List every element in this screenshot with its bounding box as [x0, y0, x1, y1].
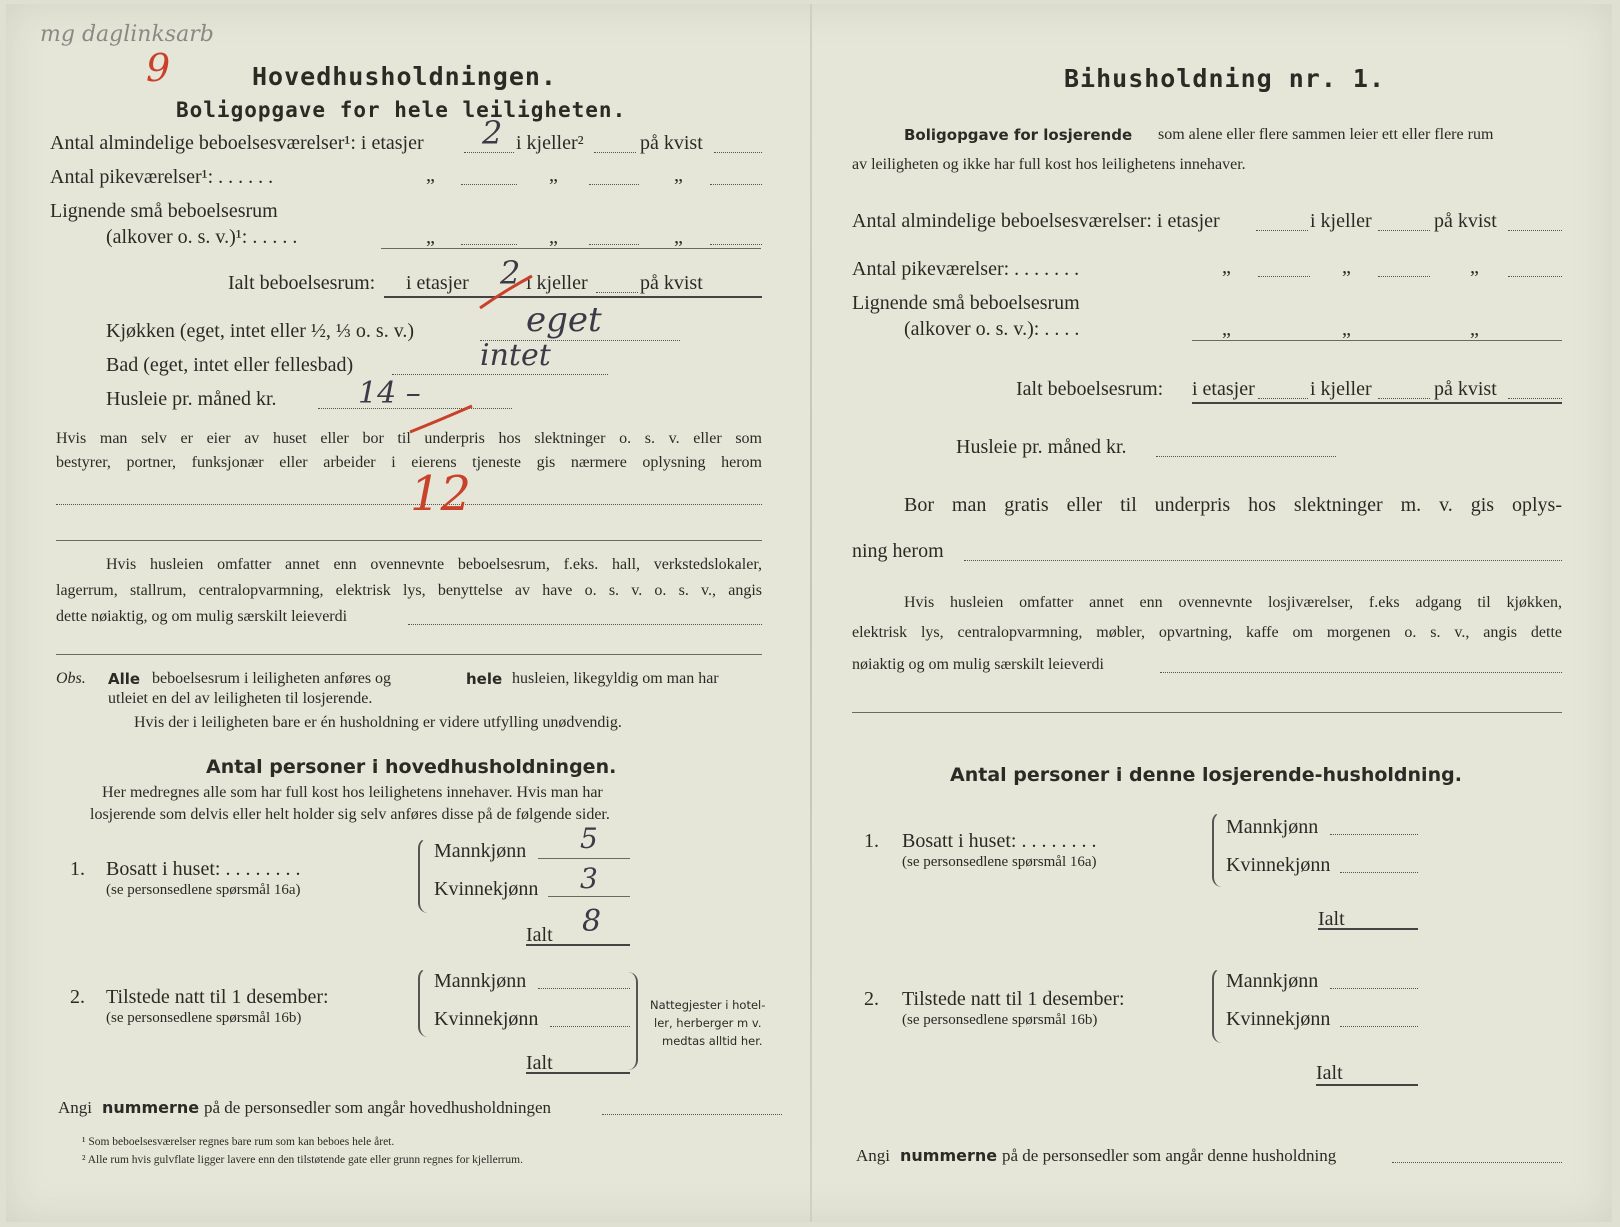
owner-note-line-2: bestyrer, portner, funksjonær eller arbeider i eierens tjeneste gis nærmere oplysning herom [56, 454, 762, 471]
night-guests-note-2: ler, herberger m v. [654, 1016, 762, 1030]
sub-field-free-rent[interactable] [964, 560, 1562, 561]
q1-male-label: Mannkjønn [434, 840, 527, 862]
sub-q2-male-field[interactable] [1330, 988, 1418, 989]
persons-text-1: Her medregnes alle som har full kost hos leilighetens innehaver. Hvis man har [102, 784, 603, 801]
sub-q1-total-label: Ialt [1318, 908, 1345, 930]
sub-numbers-label-b: nummerne [900, 1146, 998, 1165]
q2-female-field[interactable] [550, 1026, 630, 1027]
sub-field-person-numbers[interactable] [1392, 1162, 1562, 1163]
hw-total-floors: 2 [500, 254, 521, 292]
sub-q2-female-label: Kvinnekjønn [1226, 1008, 1331, 1030]
ditto-mark: „ [426, 164, 435, 186]
sub-field-total-attic[interactable] [1508, 398, 1562, 399]
sub-field-attic[interactable] [1508, 230, 1562, 231]
q2-number: 2. [70, 986, 85, 1008]
hw-floors-value: 2 [482, 114, 503, 152]
sub-q1-brace [1212, 812, 1224, 887]
hw-rent: 14 – [358, 376, 421, 411]
sub-label-maid-rooms: Antal pikeværelser: . . . . . . . [852, 258, 1080, 280]
sub-numbers-label-a: Angi [856, 1146, 890, 1165]
sub-q2-sublabel: (se personsedlene spørsmål 16b) [902, 1012, 1098, 1028]
sub-label-total-rooms: Ialt beboelsesrum: [1016, 378, 1164, 400]
ditto-mark: „ [1342, 256, 1351, 278]
q2-male-field[interactable] [538, 988, 630, 989]
sub-field-basement[interactable] [1378, 230, 1430, 231]
q1-number: 1. [70, 858, 85, 880]
label-total-rooms: Ialt beboelsesrum: [228, 272, 376, 294]
ditto-mark: „ [549, 164, 558, 186]
sub-label-total-floors: i etasjer [1192, 378, 1255, 400]
left-page-main-household [6, 4, 810, 1222]
sub-rent-value-line-2 [852, 712, 1562, 713]
sub-label-basement: i kjeller [1310, 210, 1372, 232]
q1-total-field[interactable] [526, 944, 630, 946]
sub-q1-male-label: Mannkjønn [1226, 816, 1319, 838]
q2-total-label: Ialt [526, 1052, 553, 1074]
sub-label-ordinary-rooms: Antal almindelige beboelsesværelser: i etasjer [852, 210, 1220, 232]
sub-rent-includes-1: Hvis husleien omfatter annet enn ovennevnte losjiværelser, f.eks adgang til kjøkken, [904, 594, 1562, 611]
sub-numbers-label-c: på de personsedler som angår denne husholdning [1002, 1146, 1337, 1165]
page-title: Hovedhusholdningen. [252, 62, 557, 91]
sub-label-similar: Lignende små beboelsesrum [852, 292, 1080, 314]
q2-brace [418, 968, 430, 1037]
obs-all: Alle [108, 670, 141, 688]
sub-field-rent-value[interactable] [1160, 672, 1562, 673]
field-bath[interactable] [392, 374, 608, 375]
label-attic: på kvist [640, 132, 703, 154]
label-similar-rooms: Lignende små beboelsesrum [50, 200, 278, 222]
sub-persons-title: Antal personer i denne losjerende-husholdning. [950, 764, 1462, 786]
total-underline [384, 296, 762, 298]
field-alcove-floors[interactable] [461, 244, 517, 245]
free-rent-line-1: Bor man gratis eller til underpris hos slektninger m. v. gis oplys- [904, 494, 1562, 516]
sub-label-total-basement: i kjeller [1310, 378, 1372, 400]
sub-q1-female-field[interactable] [1340, 872, 1418, 873]
rent-includes-line-3: dette nøiaktig, og om mulig særskilt leieverdi [56, 608, 348, 625]
label-kitchen: Kjøkken (eget, intet eller ½, ⅓ o. s. v.) [106, 320, 415, 342]
ditto-mark: „ [1222, 318, 1231, 340]
field-maid-basement[interactable] [589, 184, 639, 185]
sub-q2-label: Tilstede natt til 1 desember: [902, 988, 1125, 1010]
sub-field-total-basement[interactable] [1378, 398, 1430, 399]
numbers-label-b: nummerne [102, 1098, 200, 1117]
intro-text-1: som alene eller flere sammen leier ett eller flere rum [1158, 126, 1494, 143]
red-page-number: 9 [146, 46, 171, 90]
obs-label: Obs. [56, 670, 86, 687]
hw-bath: intet [480, 338, 551, 373]
q2-female-label: Kvinnekjønn [434, 1008, 539, 1030]
field-alcove-basement[interactable] [589, 244, 639, 245]
q2-male-label: Mannkjønn [434, 970, 527, 992]
hw-q1-total: 8 [582, 904, 602, 939]
ditto-mark: „ [1470, 318, 1479, 340]
ditto-mark: „ [549, 226, 558, 248]
hw-q1-female: 3 [580, 862, 598, 895]
q2-total-field[interactable] [526, 1072, 630, 1074]
owner-note-line-1: Hvis man selv er eier av huset eller bor til underpris hos slektninger o. s. v. eller som [56, 430, 762, 447]
sub-q1-label: Bosatt i huset: . . . . . . . . [902, 830, 1097, 852]
sub-field-maid-attic[interactable] [1508, 276, 1562, 277]
sub-q2-brace [1212, 968, 1224, 1043]
intro-text-2: av leiligheten og ikke har full kost hos leilighetens innehaver. [852, 156, 1246, 173]
ditto-mark: „ [426, 226, 435, 248]
ditto-mark: „ [1222, 256, 1231, 278]
label-rent: Husleie pr. måned kr. [106, 388, 277, 410]
hw-kitchen: eget [526, 300, 602, 340]
q2-sublabel: (se personsedlene spørsmål 16b) [106, 1010, 302, 1026]
sub-alcoves-underline [1192, 340, 1562, 341]
numbers-label-c: på de personsedler som angår hovedhusholdningen [204, 1098, 551, 1117]
label-total-floors: i etasjer [406, 272, 469, 294]
sub-label-rent: Husleie pr. måned kr. [956, 436, 1127, 458]
sub-q2-female-field[interactable] [1340, 1026, 1418, 1027]
sub-q2-number: 2. [864, 988, 879, 1010]
alcoves-underline [381, 248, 761, 249]
night-guests-note-3: medtas alltid her. [662, 1034, 763, 1048]
label-total-attic: på kvist [640, 272, 703, 294]
field-total-basement[interactable] [596, 292, 638, 293]
sub-q2-total-label: Ialt [1316, 1062, 1343, 1084]
footnote-2: ² Alle rum hvis gulvflate ligger lavere enn den tilstøtende gate eller grunn regnes for kjellerrum. [82, 1154, 523, 1166]
label-ordinary-rooms: Antal almindelige beboelsesværelser¹: i etasjer [50, 132, 424, 154]
sub-label-attic: på kvist [1434, 210, 1497, 232]
sub-field-floors[interactable] [1256, 230, 1308, 231]
q1-sublabel: (se personsedlene spørsmål 16a) [106, 882, 301, 898]
sub-page-title: Bihusholdning nr. 1. [1064, 64, 1386, 93]
label-alcoves: (alkover o. s. v.)¹: . . . . . [106, 226, 298, 248]
field-attic[interactable] [714, 152, 762, 153]
field-alcove-attic[interactable] [710, 244, 762, 245]
q2-right-brace [626, 972, 638, 1070]
rent-includes-line-2: lagerrum, stallrum, centralopvarmning, elektrisk lys, benyttelse av have o. s. v. o. s. v., angis [56, 582, 762, 599]
persons-text-2: losjerende som delvis eller helt holder sig selv anføres disse på de følgende sider. [90, 806, 610, 823]
obs-line-2: utleiet en del av leiligheten til losjerende. [108, 690, 373, 707]
q1-male-field[interactable] [538, 858, 630, 859]
field-person-numbers[interactable] [602, 1114, 782, 1115]
sub-rent-includes-3: nøiaktig og om mulig særskilt leieverdi [852, 656, 1104, 673]
ditto-mark: „ [674, 164, 683, 186]
label-maid-rooms: Antal pikeværelser¹: . . . . . . [50, 166, 274, 188]
q1-female-label: Kvinnekjønn [434, 878, 539, 900]
obs-text-b: husleien, likegyldig om man har [512, 670, 719, 687]
sub-label-total-attic: på kvist [1434, 378, 1497, 400]
sub-q1-sublabel: (se personsedlene spørsmål 16a) [902, 854, 1097, 870]
ditto-mark: „ [674, 226, 683, 248]
pencil-note: mg daglinksarb [40, 22, 214, 47]
sub-q2-total-field[interactable] [1316, 1084, 1418, 1086]
rent-value-line-2 [56, 654, 762, 655]
label-total-basement: i kjeller [526, 272, 588, 294]
label-basement: i kjeller² [516, 132, 584, 154]
hw-q1-male: 5 [580, 822, 598, 855]
census-form-sheet [6, 4, 1612, 1222]
sub-q1-female-label: Kvinnekjønn [1226, 854, 1331, 876]
field-maid-attic[interactable] [710, 184, 762, 185]
obs-line-3: Hvis der i leiligheten bare er én husholdning er videre utfylling unødvendig. [134, 714, 622, 731]
intro-bold: Boligopgave for losjerende [904, 126, 1133, 144]
sub-field-maid-basement[interactable] [1378, 276, 1430, 277]
ditto-mark: „ [1470, 256, 1479, 278]
ditto-mark: „ [1342, 318, 1351, 340]
page-subtitle: Boligopgave for hele leiligheten. [176, 98, 627, 122]
q1-brace [418, 838, 430, 913]
field-maid-floors[interactable] [461, 184, 517, 185]
sub-q2-male-label: Mannkjønn [1226, 970, 1319, 992]
night-guests-note-1: Nattegjester i hotel- [650, 998, 766, 1012]
obs-text-a: beboelsesrum i leiligheten anføres og [152, 670, 392, 687]
obs-whole: hele [466, 670, 503, 688]
footnote-1: ¹ Som beboelsesværelser regnes bare rum som kan beboes hele året. [82, 1136, 395, 1148]
field-rent-value[interactable] [408, 624, 762, 625]
field-floors[interactable] [464, 152, 514, 153]
sub-field-total-floors[interactable] [1258, 398, 1308, 399]
sub-field-maid-floors[interactable] [1258, 276, 1310, 277]
sub-rent-includes-2: elektrisk lys, centralopvarmning, møbler, opvartning, kaffe om morgenen o. s. v., angis dette [852, 624, 1562, 641]
sub-q1-total-field[interactable] [1318, 928, 1418, 930]
q1-total-label: Ialt [526, 924, 553, 946]
free-rent-line-2: ning herom [852, 540, 944, 562]
hw-red-note: 12 [410, 466, 472, 522]
sub-q1-male-field[interactable] [1330, 834, 1418, 835]
sub-field-rent[interactable] [1156, 456, 1336, 457]
sub-label-alcoves: (alkover o. s. v.): . . . . [904, 318, 1080, 340]
numbers-label-a: Angi [58, 1098, 92, 1117]
owner-info-line-2 [56, 540, 762, 541]
persons-section-title: Antal personer i hovedhusholdningen. [206, 756, 617, 778]
q1-female-field[interactable] [548, 896, 630, 897]
field-basement[interactable] [594, 152, 636, 153]
label-bath: Bad (eget, intet eller fellesbad) [106, 354, 354, 376]
sub-total-underline [1192, 402, 1562, 404]
sub-q1-number: 1. [864, 830, 879, 852]
rent-includes-line-1: Hvis husleien omfatter annet enn ovennevnte beboelsesrum, f.eks. hall, verkstedslokaler, [106, 556, 762, 573]
field-owner-info[interactable] [56, 504, 762, 505]
right-page-sub-household [812, 4, 1612, 1222]
q1-label: Bosatt i huset: . . . . . . . . [106, 858, 301, 880]
q2-label: Tilstede natt til 1 desember: [106, 986, 329, 1008]
